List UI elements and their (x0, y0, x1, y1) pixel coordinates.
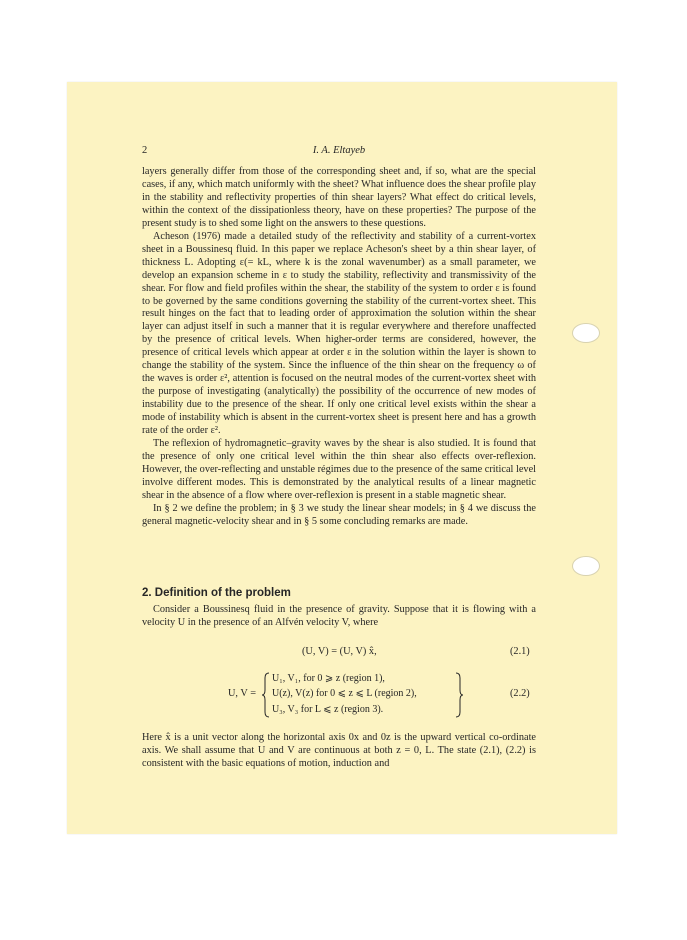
paragraph-1: layers generally differ from those of the corresponding sheet and, if so, what are the special cases, if any, which match uniformly with the sheet? What influence does the shear profile play in the stability and reflectivity properties of thin shear layers? What effect do critical levels, within the context of the dissipationless theory, have on these properties? The purpose of the present study is to shed some light on the answers to these questions. (142, 166, 536, 229)
section-closing (142, 732, 536, 771)
section-heading: 2. Definition of the problem (142, 587, 291, 599)
body-text-top (142, 166, 536, 529)
running-author: I. A. Eltayeb (312, 145, 366, 156)
punch-hole-lower (572, 556, 600, 576)
section-intro (142, 604, 536, 630)
equation-2-1: (U, V) = (U, V) x̂, (302, 646, 377, 657)
paragraph-2: Acheson (1976) made a detailed study of the reflectivity and stability of a current-vortex sheet in a Boussinesq fluid. In this paper we replace Acheson's sheet by a thin shear layer, of thickness L. Adopting ε(= kL, where k is the zonal wavenumber) as a small parameter, we develop an expansion scheme in ε to study the stability, reflectivity and transmissivity of the shear. For flow and field profiles within the shear, the stability of the system to order ε is found to be governed by the same conditions governing the stability of the current-vortex sheet. This result hinges on the fact that to leading order of approximation the solution within the shear layer can adjust itself in such a manner that it is regular everywhere and therefore unaffected by the presence of critical levels. When higher-order terms are considered, however, the presence of critical levels which appear at order ε in the solution within the layer is shown to change the stability of the system. Since the influence of the thin shear on the frequency ω of the waves is order ε², attention is focused on the neutral modes of the current-vortex sheet with the purpose of investigating (analytically) the possibility of the occurrence of new modes of instability due to the presence of the shear. If only one critical level exists within the shear a mode of instability which is absent in the current-vortex sheet is present here and has a growth rate of the order ε². (142, 230, 536, 437)
equation-number-2-2: (2.2) (510, 688, 530, 699)
closing-paragraph: Here x̂ is a unit vector along the horizontal axis 0x and 0z is the upward vertical co-ordinate axis. We shall assume that U and V are continuous at both z = 0, L. The state (2.1), (2.2) is consistent with the basic equations of motion, induction and (142, 732, 536, 769)
punch-hole-upper (572, 323, 600, 343)
running-header (142, 145, 536, 159)
right-brace-icon (455, 672, 463, 718)
page-number: 2 (142, 145, 148, 156)
paragraph-4: In § 2 we define the problem; in § 3 we study the linear shear models; in § 4 we discuss the general magnetic-velocity shear and in § 5 some concluding remarks are made. (142, 502, 536, 527)
equation-case-3: U₃, V₃ for L ⩽ z (region 3). (272, 704, 384, 715)
paragraph-3: The reflexion of hydromagnetic–gravity waves by the shear is also studied. It is found that the presence of only one critical level within the thin shear also effects over-reflexion. However, the over-reflecting and unstable régimes due to the presence of the same critical level involve different modes. This is demonstrated by the analytical results of a linear magnetic shear in the absence of a flow where over-reflexion is present in a stable magnetic shear. (142, 438, 536, 501)
equation-case-2: U(z), V(z) for 0 ⩽ z ⩽ L (region 2), (272, 688, 417, 699)
equation-case-1: U₁, V₁, for 0 ⩾ z (region 1), (272, 673, 385, 684)
equation-2-2-lhs: U, V = (228, 688, 257, 699)
intro-paragraph: Consider a Boussinesq fluid in the presence of gravity. Suppose that it is flowing with a velocity U in the presence of an Alfvén velocity V, where (142, 604, 536, 628)
left-brace-icon (262, 672, 270, 718)
equation-number-2-1: (2.1) (510, 646, 530, 657)
